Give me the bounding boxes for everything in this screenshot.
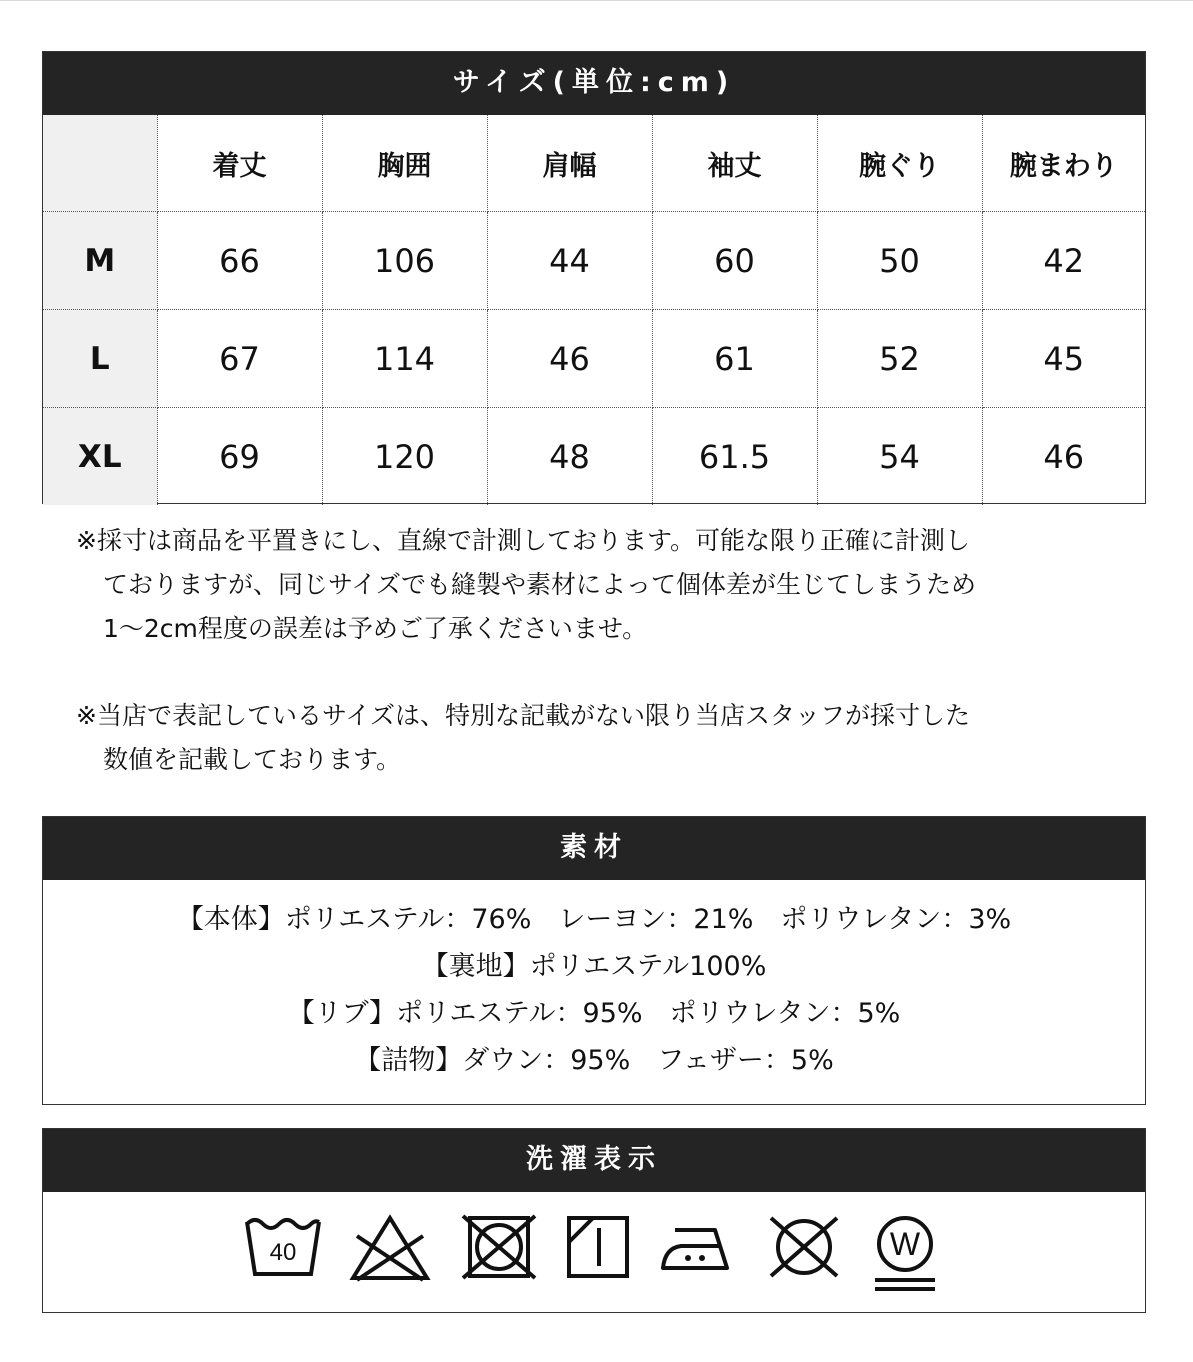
table-cell: 42 [982,212,1145,310]
table-cell: 44 [487,212,652,310]
column-header: 肩幅 [487,115,652,212]
iron-low-icon [657,1214,737,1276]
material-line: 【詰物】ダウン：95% フェザー：5% [354,1045,834,1076]
table-cell: 106 [322,212,487,310]
table-cell: 46 [982,408,1145,506]
table-cell: 61.5 [652,408,817,506]
table-cell: 60 [652,212,817,310]
note-line: ※当店で表記しているサイズは、特別な記載がない限り当店スタッフが採寸した [76,701,970,730]
column-header: 袖丈 [652,115,817,212]
material-line: 【本体】ポリエステル：76% レーヨン：21% ポリウレタン：3% [176,904,1012,935]
no-dry-clean-icon [765,1214,843,1280]
table-row [43,408,1145,506]
table-cell: 50 [817,212,982,310]
size-table-corner-cell [43,115,157,212]
wash-temperature-label: 40 [269,1239,297,1266]
table-cell: 66 [157,212,322,310]
table-cell: 67 [157,310,322,408]
drip-dry-shade-icon [565,1214,631,1280]
no-tumble-dry-icon [461,1214,537,1280]
column-header: 腕まわり [982,115,1145,212]
note-line: 1～2cm程度の誤差は予めご了承くださいませ。 [103,614,648,643]
size-section [42,51,1146,504]
row-size-label: XL [43,408,157,506]
material-list [43,880,1145,1084]
note-line: ※採寸は商品を平置きにし、直線で計測しております。可能な限り正確に計測し [76,526,970,555]
table-cell: 61 [652,310,817,408]
material-section [42,816,1146,1105]
table-cell: 46 [487,310,652,408]
material-section-title: 素材 [43,817,1145,880]
size-table [43,115,1145,505]
measurement-note [76,519,1076,651]
table-cell: 69 [157,408,322,506]
top-divider [0,0,1193,1]
note-line: 数値を記載しております。 [103,745,402,774]
size-section-title: サイズ(単位:cm) [43,52,1145,115]
column-header: 胸囲 [322,115,487,212]
note-line: ておりますが、同じサイズでも縫製や素材によって個体差が生じてしまうため [103,570,977,599]
care-section-title: 洗濯表示 [43,1129,1145,1192]
no-bleach-icon [349,1214,431,1282]
table-cell: 52 [817,310,982,408]
column-header: 腕ぐり [817,115,982,212]
row-size-label: L [43,310,157,408]
material-line: 【裏地】ポリエステル100% [421,951,767,982]
wet-clean-letter: W [889,1226,921,1262]
table-cell: 114 [322,310,487,408]
table-cell: 48 [487,408,652,506]
row-size-label: M [43,212,157,310]
wet-clean-gentle-icon [869,1214,941,1294]
wash-40-icon [243,1214,323,1280]
size-table-header-row [43,115,1145,212]
column-header: 着丈 [157,115,322,212]
table-cell: 120 [322,408,487,506]
table-cell: 54 [817,408,982,506]
size-notation-note [76,694,1076,782]
material-line: 【リブ】ポリエステル：95% ポリウレタン：5% [287,998,901,1029]
care-section [42,1128,1146,1313]
care-icon-row [43,1192,1145,1312]
table-cell: 45 [982,310,1145,408]
table-row [43,212,1145,310]
table-row [43,310,1145,408]
